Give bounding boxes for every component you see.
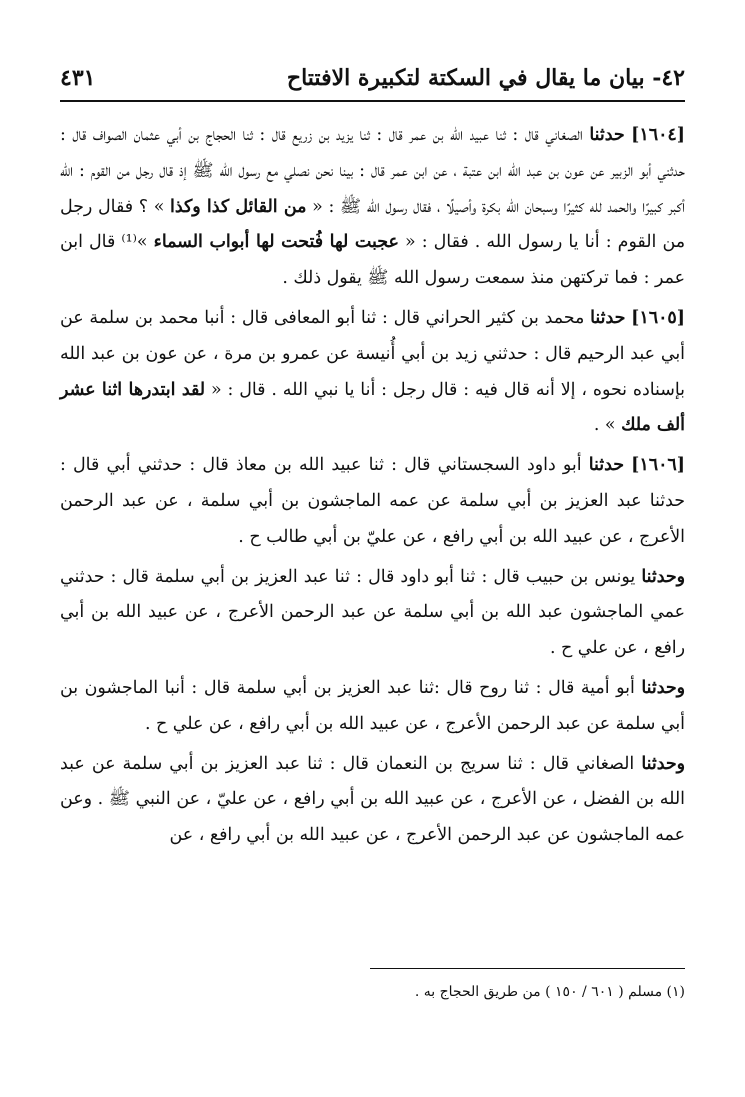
header-divider (60, 100, 685, 102)
paragraph-text: الصغاني قال : ثنا عبيد الله بن عمر قال : ثنا يزيد بن زريع قال : ثنا الحجاج بن أبي عثمان الصواف قال : حدثني أبو الزبير عن عون بن عبد الله ابن عتبة ، عن ابن عمر قال : بينا نحن نصلي مع رسول الله ﷺ إذ قال رجل من القوم : الله أكبر كبيرًا والحمد لله كثيرًا وسبحان الله بكرة وأصيلًا ، فقال رسول الله ﷺ : « (60, 125, 685, 217)
hadith-paragraph-1606 (60, 448, 685, 555)
page-header (60, 58, 685, 98)
hadith-paragraph-1605 (60, 301, 685, 444)
paragraph-text: »⁽¹⁾ قال ابن عمر : فما تركتهن منذ سمعت رسول الله ﷺ يقول ذلك . (60, 232, 685, 289)
page-body (60, 118, 685, 858)
chain-opening: وحدثنا (641, 753, 685, 774)
paragraph-text: » ؟ فقال رجل من القوم : أنا يا رسول الله . فقال : « (60, 196, 686, 253)
paragraph-text: الصغاني قال : ثنا سريج بن النعمان قال : ثنا عبد العزيز بن أبي سلمة عن عبد الله بن الفضل ، عن الأعرج ، عن عبيد الله بن أبي رافع ، عن عليّ ، عن النبي ﷺ . وعن عمه الماجشون عن عبد الرحمن الأعرج ، عن عبيد الله بن أبي رافع ، عن (60, 753, 685, 846)
paragraph-text: محمد بن كثير الحراني قال : ثنا أبو المعافى قال : أنبا محمد بن سلمة عن أبي عبد الرحيم قال : حدثني زيد بن أبي أُنيسة عن عمرو بن مرة ، عن عون بن عبد الله بإسناده نحوه ، إلا أنه قال فيه : قال رجل : أنا يا نبي الله . قال : « (60, 307, 685, 400)
quoted-saying: عجبت لها فُتحت لها أبواب السماء (153, 232, 399, 253)
footnote: (١) مسلم ( ٦٠١ / ١٥٠ ) من طريق الحجاج به . (414, 984, 685, 1000)
chain-opening: حدثنا (589, 125, 625, 145)
hadith-number: [١٦٠٤] (631, 125, 685, 145)
page-number: ٤٣١ (60, 65, 96, 91)
hadith-number: [١٦٠٦] (631, 455, 685, 476)
paragraph-text: أبو داود السجستاني قال : ثنا عبيد الله بن معاذ قال : حدثني أبي قال : حدثنا عبد العزيز بن أبي سلمة عن عمه الماجشون بن أبي سلمة ، عن عبد الرحمن الأعرج ، عن عبيد الله بن أبي رافع ، عن عليّ بن أبي طالب ح . (60, 455, 685, 547)
chapter-title: ٤٢- بيان ما يقال في السكتة لتكبيرة الافتتاح (286, 65, 685, 91)
chain-opening: وحدثنا (641, 566, 685, 587)
chain-paragraph (60, 671, 685, 743)
chain-opening: حدثنا (588, 455, 624, 476)
hadith-paragraph-1604 (60, 118, 685, 297)
chain-opening: وحدثنا (641, 677, 685, 698)
quoted-saying: من القائل كذا وكذا (170, 196, 307, 217)
footnote-divider (370, 968, 685, 969)
hadith-number: [١٦٠٥] (631, 307, 686, 328)
paragraph-text: يونس بن حبيب قال : ثنا أبو داود قال : ثنا عبد العزيز بن أبي سلمة قال : حدثني عمي الماجشون عبد الله بن أبي سلمة عن عبد الرحمن الأعرج ، عن عبيد الله بن أبي رافع ، عن علي ح . (60, 566, 685, 659)
chain-paragraph (60, 747, 685, 854)
chain-paragraph (60, 560, 685, 667)
paragraph-text: أبو أمية قال : ثنا روح قال :ثنا عبد العزيز بن أبي سلمة قال : أنبا الماجشون بن أبي سلمة عن عبد الرحمن الأعرج ، عن عبيد الله بن أبي رافع ، عن علي ح . (60, 677, 685, 734)
chain-opening: حدثنا (590, 307, 626, 328)
quoted-saying: لقد ابتدرها اثنا عشر ألف ملك (60, 379, 685, 436)
paragraph-text: » . (593, 415, 616, 436)
